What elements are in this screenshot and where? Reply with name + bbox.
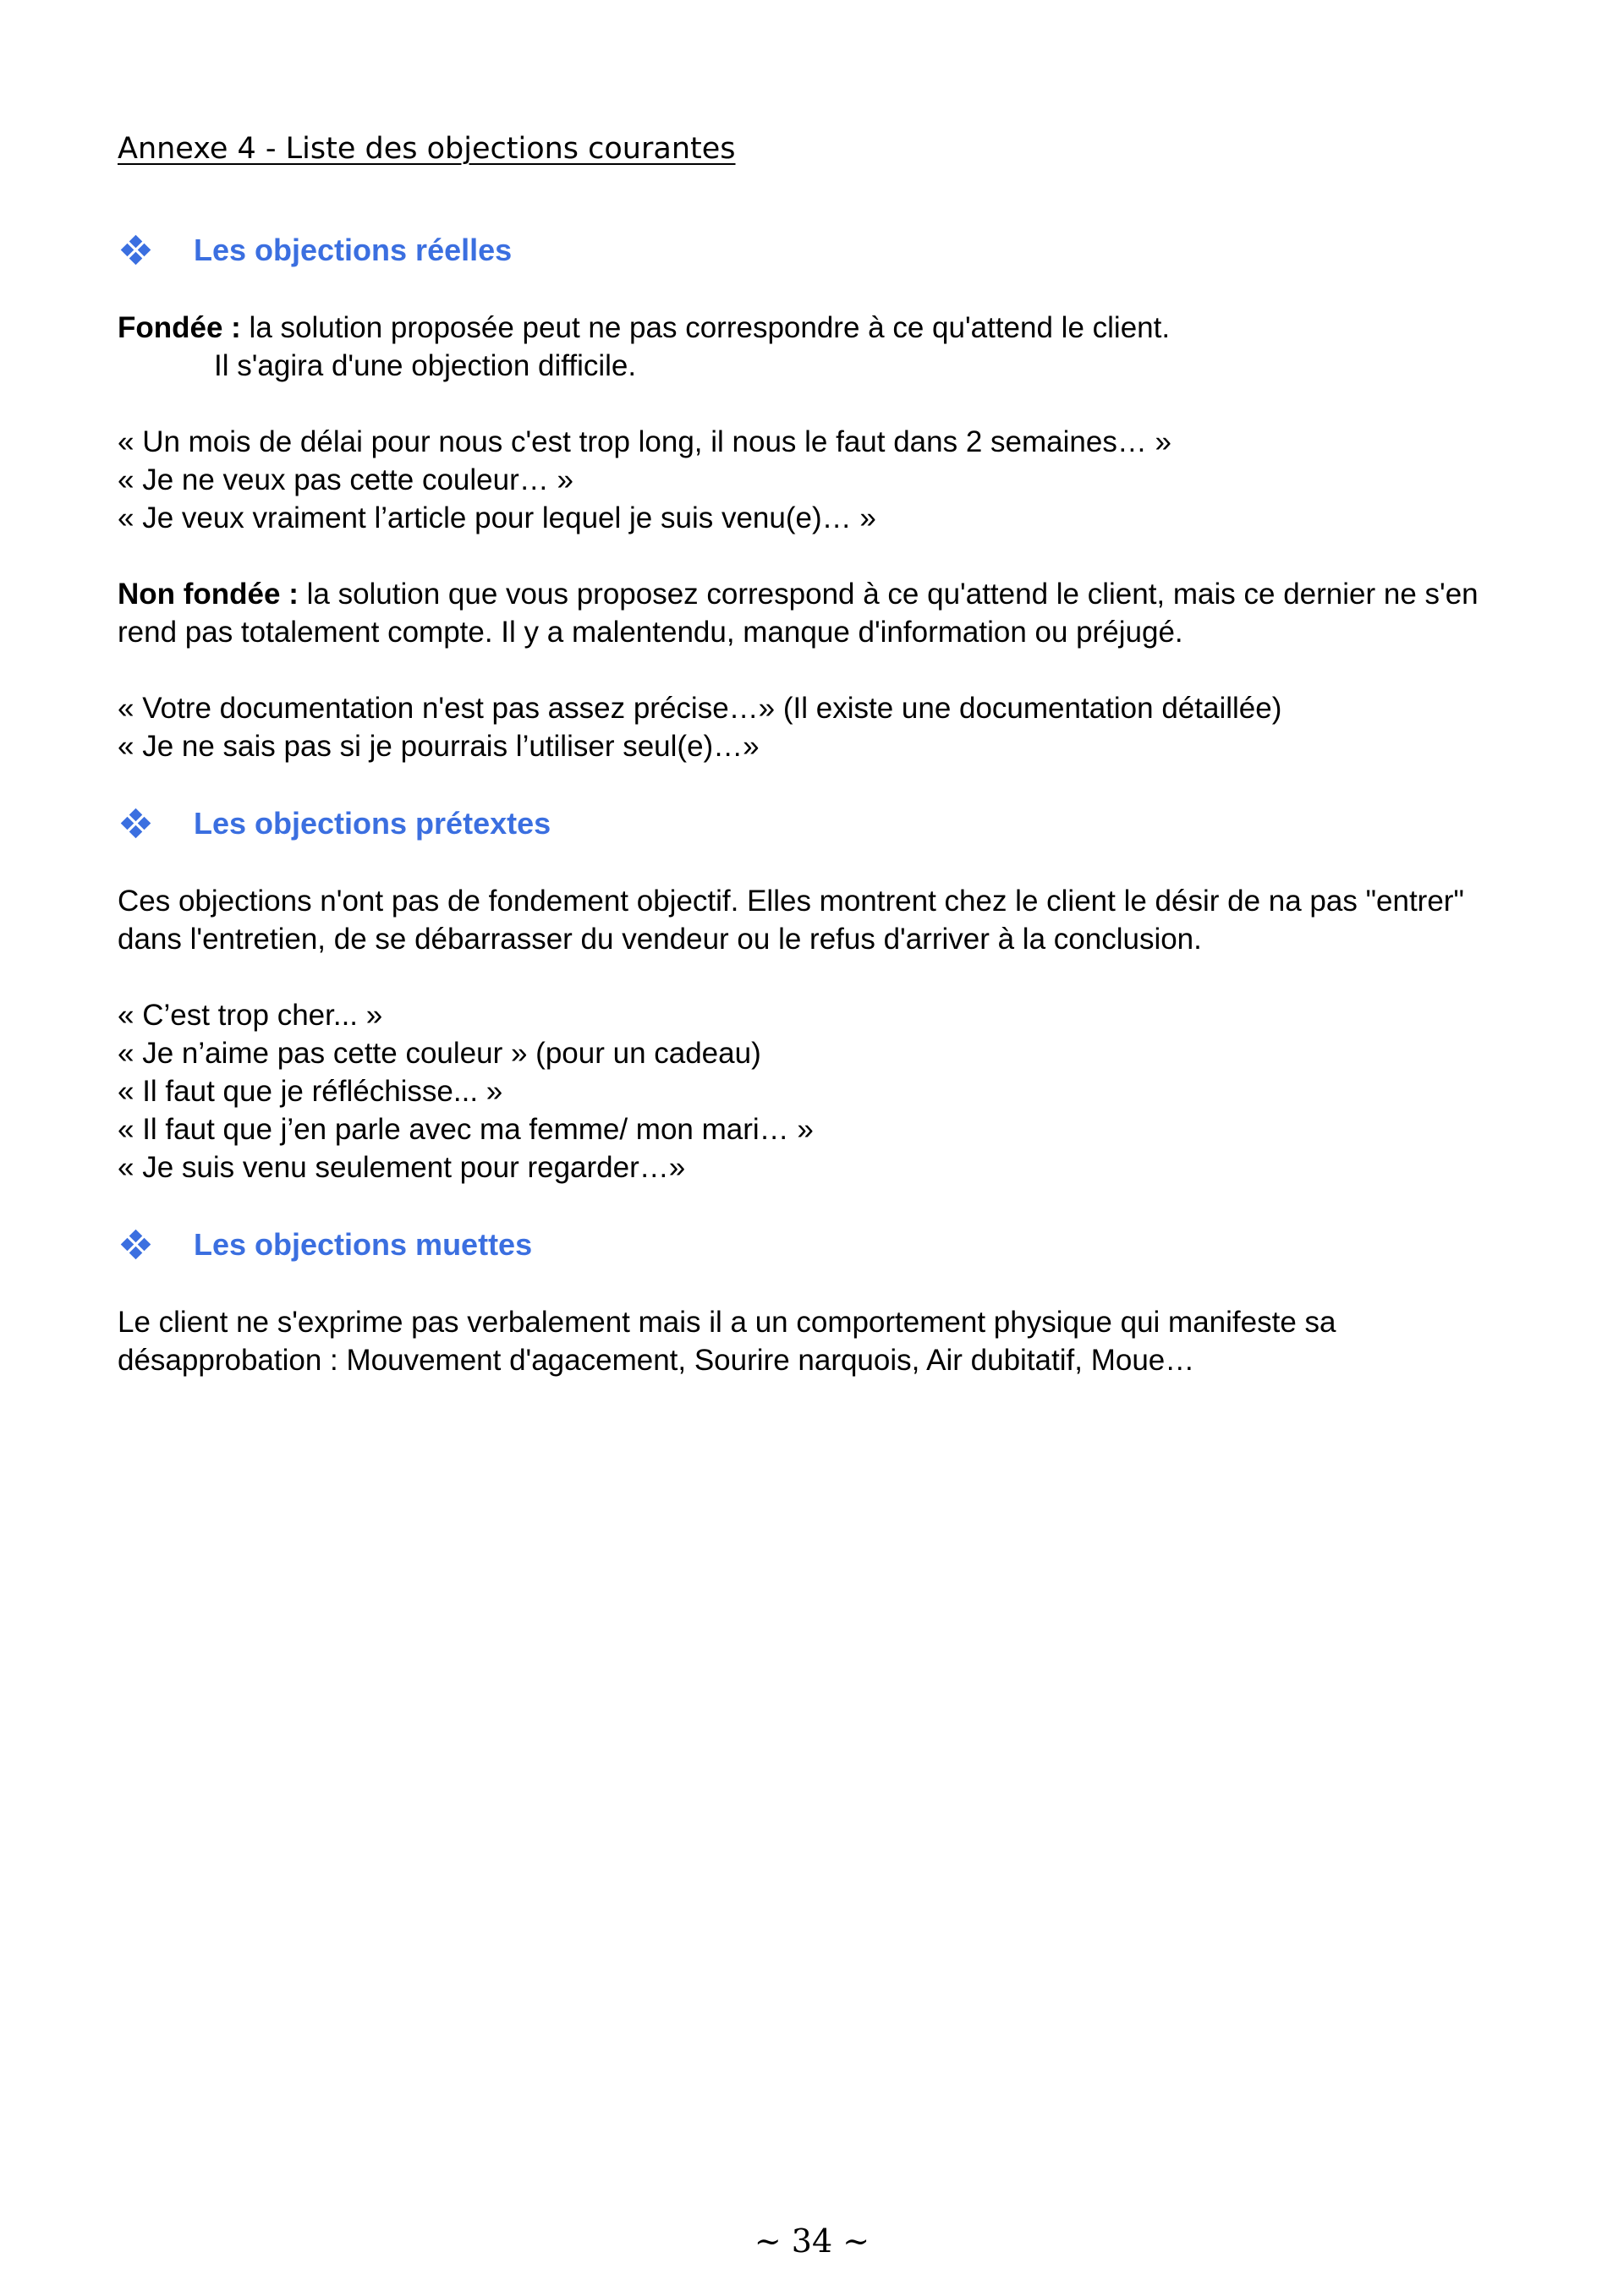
page-content [118,127,1522,1379]
four-diamond-bullet-icon [121,808,151,839]
example-quote: « Il faut que j’en parle avec ma femme/ mon mari… » [118,1113,814,1146]
section-objections-pretextes [118,804,1522,1225]
page-number: ~ 34 ~ [754,2222,870,2260]
example-quote: « Je ne veux pas cette couleur… » [118,463,573,496]
fondee-term: Fondée : [118,311,241,344]
pretextes-description: Ces objections n'ont pas de fondement objectif. Elles montrent chez le client le désir de na pas "entrer" dans l'entretien, de se débarrasser du vendeur ou le refus d'arriver à la conclusion. [118,885,1464,956]
example-quote: « Un mois de délai pour nous c'est trop long, il nous le faut dans 2 semaines… » [118,425,1172,458]
non-fondee-definition [118,575,1522,651]
section-objections-reelles [118,231,1522,804]
example-quote: « Je veux vraiment l’article pour lequel je suis venu(e)… » [118,501,876,534]
example-quote: « Je n’aime pas cette couleur » (pour un cadeau) [118,1037,761,1070]
example-quote: « Je suis venu seulement pour regarder…» [118,1151,686,1184]
section-heading [118,1225,1522,1264]
fondee-indent-text: Il s'agira d'une objection difficile. [214,349,637,382]
non-fondee-text: la solution que vous proposez correspond à ce qu'attend le client, mais ce dernier ne s'en rend pas totalement compte. Il y a malentendu, manque d'information ou préjugé. [118,578,1479,649]
section-objections-muettes [118,1225,1522,1379]
fondee-text: la solution proposée peut ne pas correspondre à ce qu'attend le client. [240,311,1171,344]
section-heading [118,231,1522,270]
section-heading-text: Les objections muettes [194,1227,533,1262]
four-diamond-bullet-icon [121,1230,151,1260]
section-heading [118,804,1522,843]
section-heading-text: Les objections réelles [194,233,513,267]
section-heading-text: Les objections prétextes [194,806,551,841]
fondee-definition [118,309,1522,347]
example-quote: « Votre documentation n'est pas assez précise…» (Il existe une documentation détaillée) [118,692,1282,725]
example-quote: « Je ne sais pas si je pourrais l’utiliser seul(e)…» [118,730,760,763]
non-fondee-term: Non fondée : [118,578,299,611]
four-diamond-bullet-icon [121,235,151,266]
muettes-description: Le client ne s'exprime pas verbalement mais il a un comportement physique qui manifeste sa désapprobation : Mouvement d'agacement, Sourire narquois, Air dubitatif, Moue… [118,1306,1336,1377]
example-quote: « Il faut que je réfléchisse... » [118,1075,503,1108]
example-quote: « C’est trop cher... » [118,999,383,1032]
annex-title: Annexe 4 - Liste des objections courantes [118,132,736,166]
